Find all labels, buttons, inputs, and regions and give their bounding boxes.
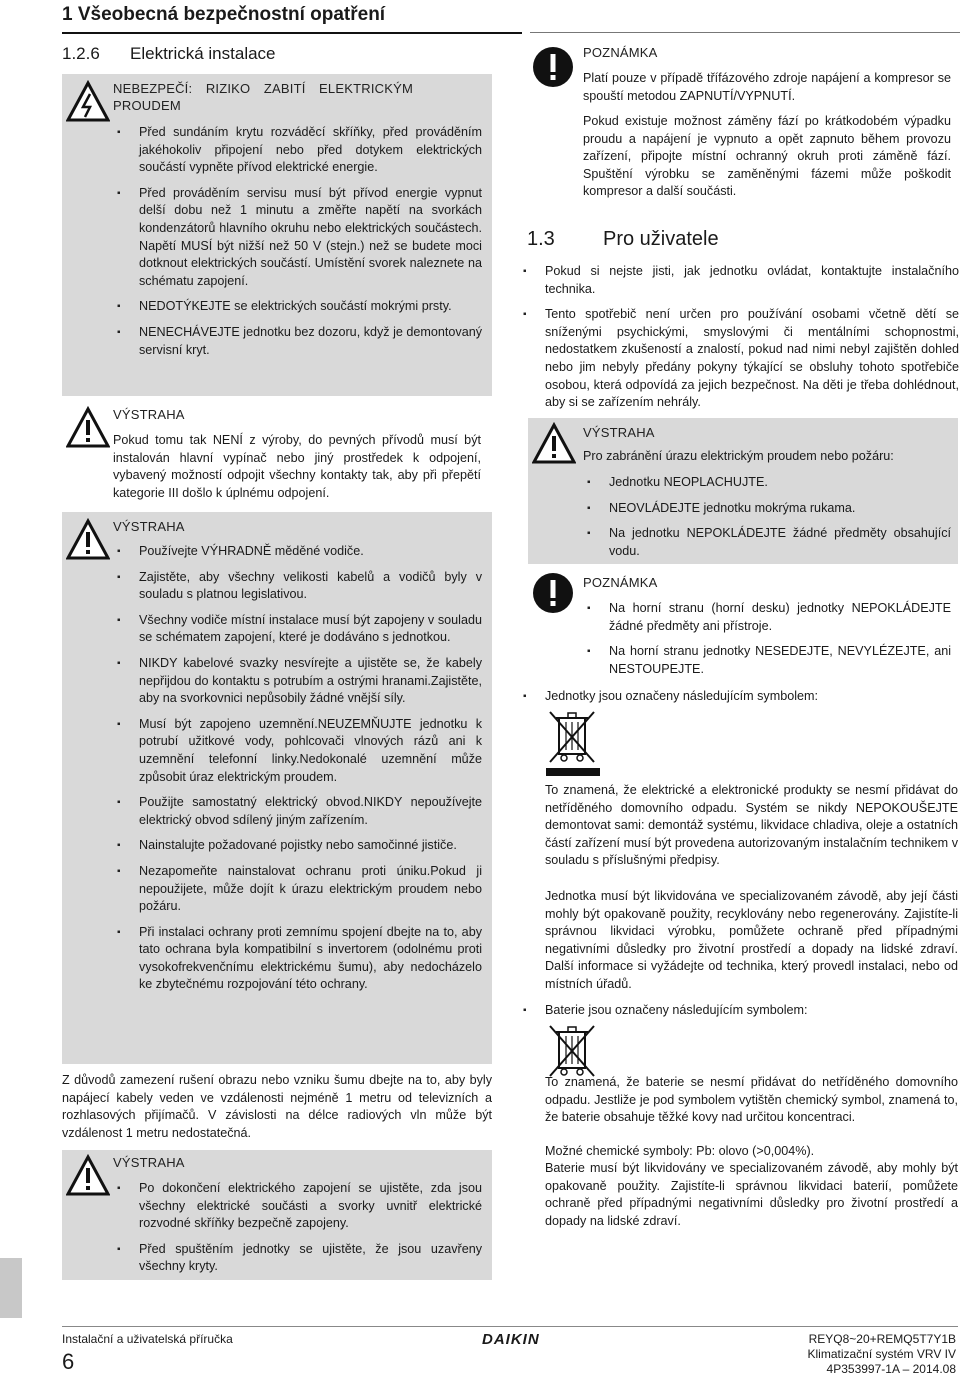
warning-4-item: ▪ Na jednotku NEPOKLÁDEJTE žádné předměty obsahující vodu. xyxy=(587,525,951,560)
warning-4-list xyxy=(587,474,951,568)
footer-system: Klimatizační systém VRV IV xyxy=(807,1347,956,1361)
danger-item: ▪ Před sundáním krytu rozváděcí skříňky, před prováděním jakéhokoliv připojení nebo před dotykem elektrických součástí vypněte přívod elektrické energie. xyxy=(117,124,482,177)
header-rule xyxy=(62,32,522,34)
warning-icon xyxy=(532,422,576,466)
warning-4-item: ▪ NEOVLÁDEJTE jednotku mokrýma rukama. xyxy=(587,500,951,518)
note-2-item: ▪ Na horní stranu (horní desku) jednotky NEPOKLÁDEJTE žádné předměty ani přístroje. xyxy=(587,600,951,635)
electric-hazard-icon xyxy=(66,80,110,124)
note-2-head: POZNÁMKA xyxy=(583,575,658,590)
crossed-bin-icon xyxy=(544,1022,602,1080)
section-name: Elektrická instalace xyxy=(130,44,276,63)
warning-3-head: VÝSTRAHA xyxy=(113,1155,185,1170)
warning-3-list xyxy=(117,1180,482,1284)
danger-head: NEBEZPEČÍ: RIZIKO ZABITÍ ELEKTRICKÝM PROUDEM xyxy=(113,81,413,113)
danger-item: ▪ Před prováděním servisu musí být přívod energie vypnut delší dobu než 1 minutu a změřte napětí na svorkách kondenzátorů hlavního okruhu nebo elektrických součástech. Napětí MUSÍ být nižší než 50 V (stejn.) než se budete moci dotknout elektrických součástí. Umístění svorek naleznete na schématu zapojení. xyxy=(117,185,482,291)
warning-2-head: VÝSTRAHA xyxy=(113,519,185,534)
weee-text: To znamená, že elektrické a elektronické produkty se nesmí přidávat do netříděného domovního odpadu. Systém se nikdy NEPOKOUŠEJTE demontovat sami: demontáž systému, likvidace chladiva, oleje a ostatních částí zařízení musí být provedena autorizovaným instalačním technikem v souladu s příslušnými předpisy. xyxy=(545,783,958,868)
crossed-bin-icon xyxy=(544,708,602,778)
daikin-logo: DAIKIN xyxy=(482,1331,540,1348)
warning-2-item: ▪ Použijte samostatný elektrický obvod.NIKDY nepoužívejte elektrický obvod sdílený jiným zařízením. xyxy=(117,794,482,829)
section-number: 1.3 xyxy=(527,228,555,250)
footer-doc-id: 4P353997-1A – 2014.08 xyxy=(826,1362,956,1376)
warning-2-item: ▪ NIKDY kabelové svazky nesvírejte a ujistěte se, že kabely nepřijdou do kontaktu s potrubím a ostrými hranami.Zajistěte, aby na svorkovnici nepůsobily žádné vnější síly. xyxy=(117,655,482,708)
footer-model: REYQ8~20+REMQ5T7Y1B xyxy=(808,1332,956,1346)
note-2-list xyxy=(587,600,951,686)
header-rule-right xyxy=(530,32,960,33)
warning-3-item: ▪ Před spuštěním jednotky se ujistěte, že jsou uzavřeny všechny kryty. xyxy=(117,1241,482,1276)
chapter-side-tab xyxy=(0,1258,22,1318)
footer-manual-title: Instalační a uživatelská příručka xyxy=(62,1332,233,1346)
warning-2-list xyxy=(117,543,482,1002)
section-1-3-title xyxy=(527,228,719,251)
danger-list xyxy=(117,124,482,367)
warning-4-item: ▪ Jednotku NEOPLACHUJTE. xyxy=(587,474,951,492)
danger-item: ▪ NEDOTÝKEJTE se elektrických součástí mokrými prsty. xyxy=(117,298,482,316)
section-1-2-6-title xyxy=(62,44,276,64)
symbols-item: ▪ Jednotky jsou označeny následujícím symbolem: xyxy=(523,688,959,706)
warning-3-item: ▪ Po dokončení elektrického zapojení se ujistěte, zda jsou všechny elektrické součásti a svorky uvnitř elektrické rozvodné skříňky bezpečně zapojeny. xyxy=(117,1180,482,1233)
battery-text: Baterie musí být likvidovány ve specializovaném závodě, aby mohly být opakovaně použity. Zajistíte-li správnou likvidaci baterií, pomůžete ochraně před případnými negativními důsledky pro životní prostředí a dopady na lidské zdraví. xyxy=(545,1161,958,1228)
noise-paragraph: Z důvodů zamezení rušení obrazu nebo vzniku šumu dbejte na to, aby byly napájecí kabely veden ve vzdálenosti nejméně 1 metru od televizních a rozhlasových přijímačů. V závislosti na délce radiových vln může být vzdálenost 1 metru nedostatečná. xyxy=(62,1073,492,1140)
warning-4-head: VÝSTRAHA xyxy=(583,425,655,440)
note-1-head: POZNÁMKA xyxy=(583,45,658,60)
note-exclamation-icon xyxy=(532,572,574,614)
user-list xyxy=(523,263,959,420)
note-exclamation-icon xyxy=(532,46,574,88)
warning-icon xyxy=(66,1154,110,1198)
page-number: 6 xyxy=(62,1349,75,1374)
warning-2-item: ▪ Při instalaci ochrany proti zemnímu spojení dbejte na to, aby tato ochrana byla kompatibilní s invertorem (odolnému proti vysokofrekvenčnímu elektrickému šumu), aby nedocházelo ke zbytečnému rozpojování této ochrany. xyxy=(117,924,482,994)
footer-model-info xyxy=(808,1332,957,1376)
danger-item: ▪ NENECHÁVEJTE jednotku bez dozoru, když je demontovaný servisní kryt. xyxy=(117,324,482,359)
battery-item: ▪ Baterie jsou označeny následujícím symbolem: xyxy=(523,1002,959,1020)
note-2-item: ▪ Na horní stranu jednotky NESEDEJTE, NEVYLÉZEJTE, ani NESTOUPEJTE. xyxy=(587,643,951,678)
warning-icon xyxy=(66,406,110,450)
section-name: Pro uživatele xyxy=(603,228,719,250)
warning-2-item: ▪ Zajistěte, aby všechny velikosti kabelů a vodičů byly v souladu s platnou legislativou. xyxy=(117,569,482,604)
footer-rule xyxy=(62,1326,958,1327)
section-number: 1.2.6 xyxy=(62,44,100,63)
warning-2-item: ▪ Používejte VÝHRADNĚ měděné vodiče. xyxy=(117,543,482,561)
battery-text: To znamená, že baterie se nesmí přidávat do netříděného domovního odpadu. Jestliže je pod symbolem vytištěn chemický symbol, znamená to, že baterie obsahuje těžké kovy nad určitou koncentraci. xyxy=(545,1075,958,1125)
note-1-para: Pokud existuje možnost záměny fází po krátkodobém výpadku proudu a napájení je vypnuto a opět zapnuto během provozu zařízení, připojte místní ochranný okruh proti záměně fází. Spuštění výrobku se zaměněnými fázemi může poškodit kompresor a další součásti. xyxy=(583,114,951,199)
warning-2-item: ▪ Nainstalujte požadované pojistky nebo samočinné jističe. xyxy=(117,837,482,855)
user-item: ▪ Pokud si nejste jisti, jak jednotku ovládat, kontaktujte instalačního technika. xyxy=(523,263,959,298)
weee-text: Jednotka musí být likvidována ve specializovaném závodě, aby její části mohly být opakovaně použity, recyklovány nebo regenerovány. Zajistíte-li správnou likvidaci výrobku, pomůžete ochraně před případnými negativními důsledky pro životní prostředí a dopady na lidské zdraví. Další informace si vyžádejte od technika, který provedl instalaci, nebo od místních úřadů. xyxy=(545,889,958,991)
warning-2-item: ▪ Musí být zapojeno uzemnění.NEUZEMŇUJTE jednotku k potrubí užitkové vody, pohlcovači vlnových rázů ani k uzemnění telefonní linky.Nedokonalé uzemnění může způsobit úraz elektrickým proudem. xyxy=(117,716,482,786)
user-item: ▪ Tento spotřebič není určen pro používání osobami včetně dětí se sníženými psychickými, smyslovými či mentálními schopnostmi, nedostatkem zkušeností a znalostí, pokud nad nimi nebyl zajištěn dohled nebo jim nebyly předány pokyny týkající se obsluhy tohoto spotřebiče osobou, která odpovídá za jejich bezpečnost. Na děti je třeba dohlédnout, aby si se zařízením nehrály. xyxy=(523,306,959,412)
warning-1-text: Pokud tomu tak NENÍ z výroby, do pevných přívodů musí být instalován hlavní vypínač nebo jiný prostředek k odpojení, vybavený možností odpojit všechny kontakty tak, aby při přepětí kategorie III došlo k úplnému odpojení. xyxy=(113,433,481,500)
warning-2-item: ▪ Nezapomeňte nainstalovat ochranu proti úniku.Pokud ji nepoužijete, může dojít k úrazu elektrickým proudem nebo požáru. xyxy=(117,863,482,916)
warning-icon xyxy=(66,518,110,562)
battery-text: Možné chemické symboly: Pb: olovo (>0,004%). xyxy=(545,1144,815,1158)
page-header-title: 1 Všeobecná bezpečnostní opatření xyxy=(62,4,386,25)
note-1-para: Platí pouze v případě třífázového zdroje napájení a kompresor se spouští metodou ZAPNUTÍ/VYPNUTÍ. xyxy=(583,71,951,103)
warning-1-head: VÝSTRAHA xyxy=(113,407,185,422)
warning-2-item: ▪ Všechny vodiče místní instalace musí být zapojeny v souladu se schématem zapojení, které je dodáváno s jednotkou. xyxy=(117,612,482,647)
warning-4-intro: Pro zabránění úrazu elektrickým proudem nebo požáru: xyxy=(583,449,894,463)
